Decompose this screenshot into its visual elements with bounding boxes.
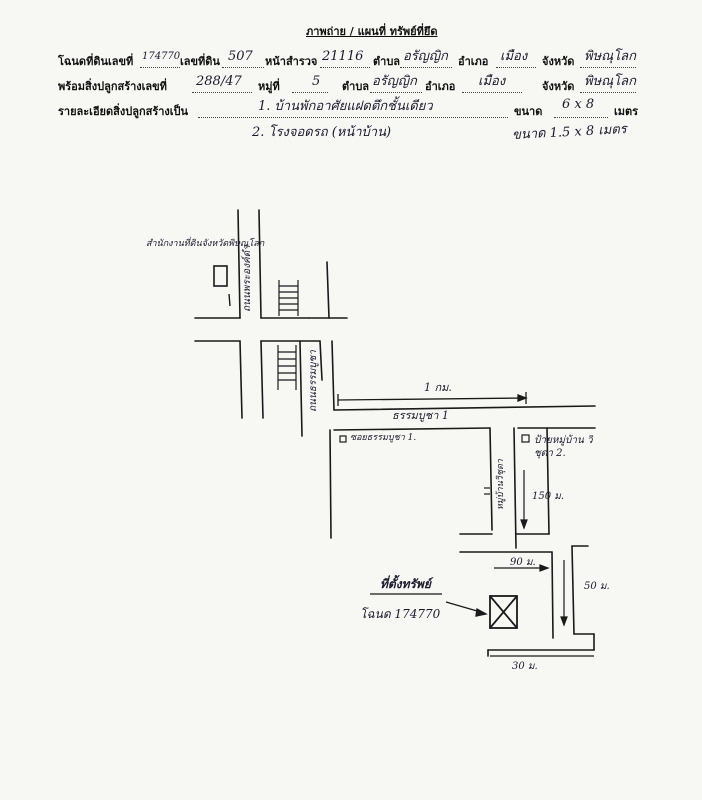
land-no-label: เลขที่ดิน <box>180 55 220 68</box>
province-value: พิษณุโลก <box>584 74 637 89</box>
deed-label: โฉนดที่ดินเลขที่ <box>58 55 134 68</box>
soi-main-label: ธรรมบูชา 1 <box>392 409 449 422</box>
distance-1km-arrow <box>338 392 526 406</box>
detail-item-1: 1. บ้านพักอาศัยแฝดตึกชั้นเดียว <box>258 99 433 114</box>
detail-item-1-size: 6 x 8 <box>562 97 595 112</box>
amphoe-value: เมือง <box>500 49 528 64</box>
distance-30m-label: 30 ม. <box>512 661 538 672</box>
detail-item-2-size: ขนาด 1.5 x 8 เมตร <box>511 122 628 143</box>
detail-label: รายละเอียดสิ่งปลูกสร้างเป็น <box>58 105 189 118</box>
village-lane-label: หมู่บ้านวิชุดา <box>496 459 506 510</box>
survey-label: หน้าสำรวจ <box>265 55 318 68</box>
province-label: จังหวัด <box>542 80 575 93</box>
amphoe-label: อำเภอ <box>458 55 489 68</box>
moo-label: หมู่ที่ <box>258 80 280 93</box>
distance-50m-label: 50 ม. <box>584 581 610 592</box>
amphoe-label: อำเภอ <box>425 80 456 93</box>
distance-150m-label: 150 ม. <box>532 491 565 502</box>
unit-label: เมตร <box>614 105 639 118</box>
land-office-marker <box>214 266 227 286</box>
tambon-value: อรัญญิก <box>372 74 417 89</box>
side-road-label: ถนนธรรมบูชา <box>308 350 319 412</box>
distance-90m-label: 90 ม. <box>510 557 536 568</box>
village-sign-label: ป้ายหมู่บ้าน วิชุดา 2. <box>534 435 593 459</box>
survey-no: 21116 <box>322 49 364 64</box>
moo-value: 5 <box>312 74 321 89</box>
tambon-label: ตำบล <box>342 80 370 93</box>
land-office-label: สำนักงานที่ดินจังหวัดพิษณุโลก <box>146 239 265 249</box>
soi-sign-label: ซอยธรรมบูชา 1. <box>350 433 417 443</box>
land-no: 507 <box>228 49 253 64</box>
building-no: 288/47 <box>196 74 242 89</box>
soi-sign-marker <box>340 436 346 442</box>
property-deed-label: โฉนด 174770 <box>360 607 441 621</box>
tambon-label: ตำบล <box>373 55 401 68</box>
province-label: จังหวัด <box>542 55 575 68</box>
size-label: ขนาด <box>514 105 543 118</box>
property-marker <box>490 596 517 628</box>
village-sign-marker <box>522 435 529 442</box>
tambon-value: อรัญญิก <box>403 49 448 64</box>
main-road-label: ถนนพระองค์ดำ <box>242 245 253 312</box>
property-label: ที่ตั้งทรัพย์ <box>380 577 431 591</box>
detail-item-2: 2. โรงจอดรถ (หน้าบ้าน) <box>252 125 392 140</box>
province-value: พิษณุโลก <box>584 49 637 64</box>
deed-no: 174770 <box>142 51 181 62</box>
amphoe-value: เมือง <box>478 74 506 89</box>
form-title: ภาพถ่าย / แผนที่ ทรัพย์ที่ยึด <box>306 25 438 38</box>
building-label: พร้อมสิ่งปลูกสร้างเลขที่ <box>58 80 167 93</box>
distance-1km-label: 1 กม. <box>424 381 452 394</box>
